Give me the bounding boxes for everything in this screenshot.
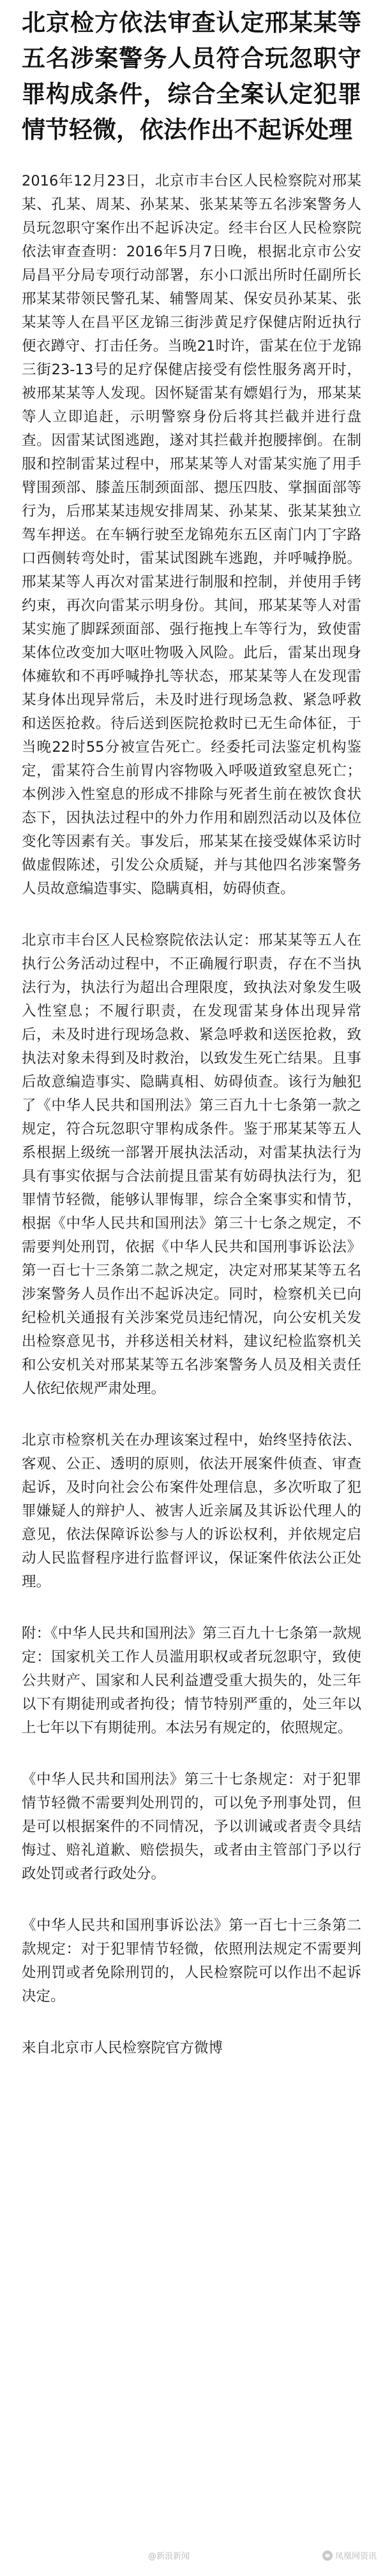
- headline: 北京检方依法审查认定邢某某等五名涉案警务人员符合玩忽职守罪构成条件，综合全案认定犯罪情节轻微，依法作出不起诉处理: [22, 9, 361, 143]
- paragraph-gap: [22, 1740, 361, 1768]
- paragraph-law-397: 附：《中华人民共和国刑法》第三百九十七条第一款规定：国家机关工作人员滥用职权或者玩忽职守，致使公共财产、国家和人民利益遭受重大损失的，处三年以下有期徒刑或者拘役；情节特别严重的，处三年以上七年以下有期徒刑。本法另有规定的，依照规定。: [22, 1625, 361, 1736]
- paragraph-law-173: 《中华人民共和国刑事诉讼法》第一百七十三条第二款规定：对于犯罪情节轻微，依照刑法规定不需要判处刑罚或者免除刑罚的，人民检察院可以作出不起诉决定。: [22, 1917, 361, 2005]
- watermark-right-text: 凤凰网资讯: [334, 2552, 377, 2561]
- paragraph-gap: [22, 1594, 361, 1622]
- paragraph-decision: 北京市丰台区人民检察院依法认定：邢某某等五人在执行公务活动过程中，不正确履行职责，存在不当执法行为，执法行为超出合理限度，致执法对象发生吸入性窒息；不履行职责，在发现雷某身体出现异常后，未及时进行现场急救、紧急呼救和送医抢救，致执法对象未得到及时救治，以致发生死亡结果。且事后故意编造事实、隐瞒真相、妨碍侦查。该行为触犯了《中华人民共和国刑法》第三百九十七条第一款之规定，符合玩忽职守罪构成条件。鉴于邢某某等五人系根据上级统一部署开展执法活动，对雷某执法行为具有事实依据与合法前提且雷某有妨碍执法行为，犯罪情节轻微，能够认罪悔罪，综合全案事实和情节，根据《中华人民共和国刑法》第三十七条之规定，不需要判处刑罚，依据《中华人民共和国刑事诉讼法》第一百七十三条第二款之规定，决定对邢某某等五名涉案警务人员作出不起诉决定。同时，检察机关已向纪检机关通报有关涉案党员违纪情况，向公安机关发出检察意见书，并移送相关材料，建议纪检监察机关和公安机关对邢某某等五名涉案警务人员及相关责任人依纪依规严肃处理。: [22, 932, 361, 1397]
- paragraph-law-37: 《中华人民共和国刑法》第三十七条规定：对于犯罪情节轻微不需要判处刑罚的，可以免予刑事处罚，但是可以根据案件的不同情况，予以训诫或者责令具结悔过、赔礼道歉、赔偿损失，或者由主管部门予以行政处罚或者行政处分。: [22, 1771, 361, 1882]
- watermark-left: @新浪新闻: [148, 2552, 190, 2561]
- paragraph-gap: [22, 2009, 361, 2037]
- paragraph-gap: [22, 901, 361, 929]
- paragraph-gap: [22, 1401, 361, 1429]
- source-line: 来自北京市人民检察院官方微博: [22, 2040, 223, 2056]
- watermark-logo-icon: [322, 2550, 333, 2561]
- paragraph-procedure: 北京市检察机关在办理该案过程中，始终坚持依法、客观、公正、透明的原则，依法开展案件侦查、审查起诉，及时向社会公布案件处理信息，多次听取了犯罪嫌疑人的辩护人、被害人近亲属及其诉讼代理人的意见，依法保障诉讼参与人的诉讼权利，并依规定启动人民监督程序进行监督评议，保证案件依法公正处理。: [22, 1432, 361, 1590]
- watermark-right: [322, 2549, 377, 2561]
- paragraph-gap: [22, 1886, 361, 1914]
- paragraph-case-facts: 2016年12月23日，北京市丰台区人民检察院对邢某某、孔某、周某、孙某某、张某某等五名涉案警务人员玩忽职守案作出不起诉决定。经丰台区人民检察院依法审查查明：2016年5月7日晚，根据北京市公安局昌平分局专项行动部署，东小口派出所时任副所长邢某某带领民警孔某、辅警周某、保安员孙某某、张某某等人在昌平区龙锦三街涉黄足疗保健店附近执行便衣蹲守、打击任务。当晚21时许，雷某在位于龙锦三街23-13号的足疗保健店接受有偿性服务离开时，被邢某某等人发现。因怀疑雷某有嫖娼行为，邢某某等人立即追赶，示明警察身份后将其拦截并进行盘查。因雷某试图逃跑，遂对其拦截并抱腰摔倒。在制服和控制雷某过程中，邢某某等人对雷某实施了用手臂围颈部、膝盖压制颈面部、摁压四肢、掌掴面部等行为，后邢某某违规安排周某、孙某某、张某某独立驾车押送。在车辆行驶至龙锦苑东五区南门内丁字路口西侧转弯处时，雷某试图跳车逃跑，并呼喊挣脱。邢某某等人再次对雷某进行制服和控制，并使用手铐约束，再次向雷某示明身份。其间，邢某某等人对雷某实施了脚踩颈面部、强行拖拽上车等行为，致使雷某体位改变加大呕吐物吸入风险。此后，雷某出现身体瘫软和不再呼喊挣扎等状态，邢某某等人在发现雷某身体出现异常后，未及时进行现场急救、紧急呼救和送医抢救。待后送到医院抢救时已无生命体征，于当晚22时55分被宣告死亡。经委托司法鉴定机构鉴定，雷某符合生前胃内容物吸入呼吸道致窒息死亡；本例涉入性窒息的形成不排除与死者生前在被饮食状态下，因执法过程中的外力作用和剧烈活动以及体位变化等因素有关。事发后，邢某某在接受媒体采访时做虚假陈述，引发公众质疑，并与其他四名涉案警务人员故意编造事实、隐瞒真相，妨碍侦查。: [22, 173, 361, 897]
